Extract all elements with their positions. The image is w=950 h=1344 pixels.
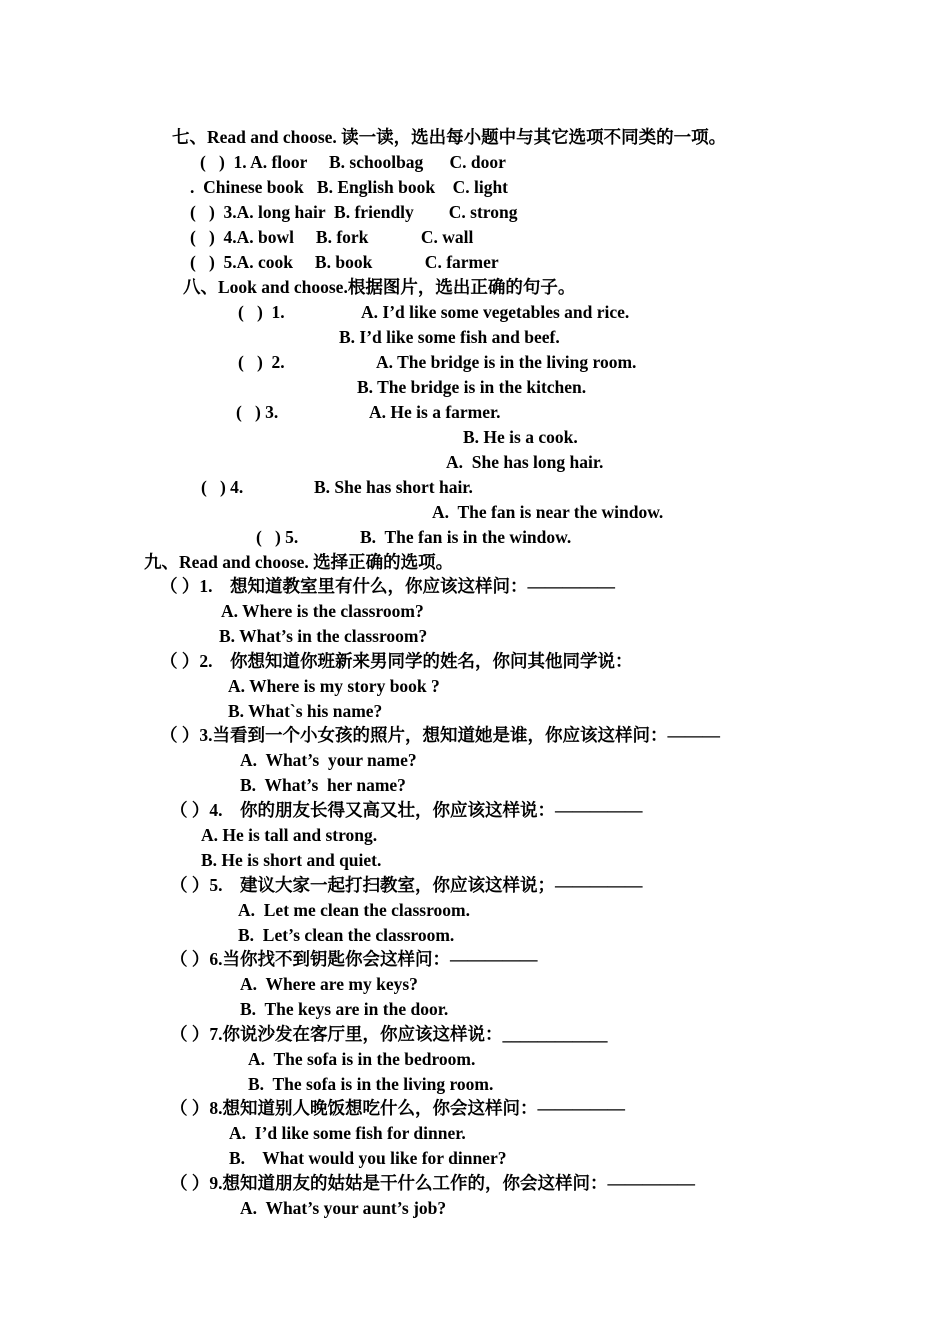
- sec9-question-1-option-a: A. Where is the classroom?: [221, 601, 424, 621]
- sec9-question-5: （ ）5. 建议大家一起打扫教室，你应该这样说；—————: [170, 875, 643, 895]
- sec9-question-4-option-b: B. He is short and quiet.: [201, 850, 382, 870]
- section9-title: 九、Read and choose. 选择正确的选项。: [144, 552, 454, 572]
- sec8-question-4-number: ( ) 4.: [201, 477, 244, 497]
- sec9-question-9: （ ）9.想知道朋友的姑姑是干什么工作的，你会这样问：—————: [170, 1173, 695, 1193]
- sec7-question-2: . Chinese book B. English book C. light: [190, 177, 509, 197]
- sec9-question-7-option-a: A. The sofa is in the bedroom.: [248, 1049, 476, 1069]
- sec8-question-3-option-a: A. He is a farmer.: [369, 402, 501, 422]
- section7-title: 七、Read and choose. 读一读，选出每小题中与其它选项不同类的一项。: [172, 127, 727, 147]
- sec7-question-1: ( ) 1. A. floor B. schoolbag C. door: [200, 152, 506, 172]
- sec8-question-2-option-a: A. The bridge is in the living room.: [376, 352, 637, 372]
- sec9-question-2-option-b: B. What`s his name?: [228, 701, 383, 721]
- sec9-question-5-option-b: B. Let’s clean the classroom.: [238, 925, 455, 945]
- sec9-question-6-option-b: B. The keys are in the door.: [240, 999, 449, 1019]
- sec8-question-1-number: ( ) 1.: [238, 302, 285, 322]
- sec8-question-5-number: ( ) 5.: [256, 527, 299, 547]
- sec9-question-2: （ ）2. 你想知道你班新来男同学的姓名，你问其他同学说：: [160, 651, 633, 671]
- sec8-question-5-option-a: A. The fan is near the window.: [432, 502, 664, 522]
- sec9-question-8-option-a: A. I’d like some fish for dinner.: [229, 1123, 466, 1143]
- sec8-question-1-option-b: B. I’d like some fish and beef.: [339, 327, 560, 347]
- sec8-question-1-option-a: A. I’d like some vegetables and rice.: [361, 302, 630, 322]
- sec8-question-3-number: ( ) 3.: [236, 402, 279, 422]
- sec9-question-8: （ ）8.想知道别人晚饭想吃什么，你会这样问：—————: [170, 1098, 625, 1118]
- sec9-question-4: （ ）4. 你的朋友长得又高又壮，你应该这样说：—————: [170, 800, 643, 820]
- sec9-question-1-option-b: B. What’s in the classroom?: [219, 626, 428, 646]
- sec8-question-4-option-b: B. She has short hair.: [314, 477, 473, 497]
- sec7-question-4: ( ) 4.A. bowl B. fork C. wall: [190, 227, 474, 247]
- sec8-question-5-option-b: B. The fan is in the window.: [360, 527, 572, 547]
- sec8-question-4-option-a: A. She has long hair.: [446, 452, 604, 472]
- sec9-question-3-option-a: A. What’s your name?: [240, 750, 417, 770]
- sec9-question-9-option-a: A. What’s your aunt’s job?: [240, 1198, 447, 1218]
- sec7-question-3: ( ) 3.A. long hair B. friendly C. strong: [190, 202, 518, 222]
- sec9-question-6: （ ）6.当你找不到钥匙你会这样问：—————: [170, 949, 538, 969]
- sec9-question-3: （ ）3.当看到一个小女孩的照片，想知道她是谁，你应该这样问：———: [160, 725, 720, 745]
- sec8-question-3-option-b: B. He is a cook.: [463, 427, 578, 447]
- sec8-question-2-option-b: B. The bridge is in the kitchen.: [357, 377, 587, 397]
- sec7-question-5: ( ) 5.A. cook B. book C. farmer: [190, 252, 499, 272]
- sec9-question-1: （ ）1. 想知道教室里有什么，你应该这样问：—————: [160, 576, 615, 596]
- sec9-question-7: （ ）7.你说沙发在客厅里，你应该这样说：____________: [170, 1024, 608, 1044]
- sec9-question-6-option-a: A. Where are my keys?: [240, 974, 418, 994]
- sec9-question-8-option-b: B. What would you like for dinner?: [229, 1148, 507, 1168]
- sec9-question-2-option-a: A. Where is my story book ?: [228, 676, 440, 696]
- sec9-question-3-option-b: B. What’s her name?: [240, 775, 406, 795]
- sec9-question-7-option-b: B. The sofa is in the living room.: [248, 1074, 494, 1094]
- sec9-question-5-option-a: A. Let me clean the classroom.: [238, 900, 470, 920]
- sec8-question-2-number: ( ) 2.: [238, 352, 285, 372]
- sec9-question-4-option-a: A. He is tall and strong.: [201, 825, 378, 845]
- section8-title: 八、Look and choose.根据图片，选出正确的句子。: [183, 277, 576, 297]
